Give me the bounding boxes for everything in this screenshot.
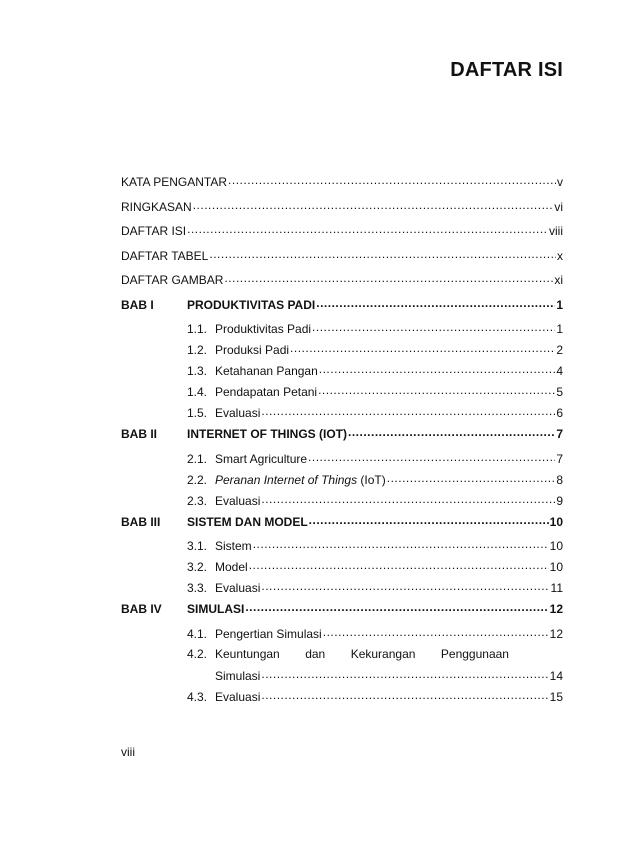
entry-label: DAFTAR TABEL bbox=[121, 248, 209, 263]
section-label-rest: (IoT) bbox=[357, 472, 386, 487]
chapter-number: BAB IV bbox=[121, 602, 162, 616]
entry-page: 10 bbox=[549, 539, 563, 553]
dot-leader bbox=[187, 223, 548, 235]
dot-leader bbox=[253, 538, 549, 550]
section-label: Smart Agriculture bbox=[215, 451, 308, 466]
section-number: 2.2. bbox=[187, 472, 208, 487]
section-number: 1.3. bbox=[187, 364, 208, 378]
dot-leader bbox=[387, 472, 556, 484]
entry-label: KATA PENGANTAR bbox=[121, 175, 228, 189]
entry-page: 7 bbox=[556, 451, 563, 466]
toc-section-2-2[interactable] bbox=[121, 472, 563, 493]
toc-section-4-3[interactable] bbox=[121, 689, 563, 710]
table-of-contents bbox=[121, 174, 563, 710]
toc-chapter-bab-1[interactable] bbox=[121, 297, 563, 322]
page-title: DAFTAR ISI bbox=[450, 59, 563, 81]
section-number: 3.1. bbox=[187, 539, 208, 553]
toc-entry-daftar-isi[interactable] bbox=[121, 223, 563, 248]
section-label bbox=[215, 473, 386, 487]
section-number: 1.2. bbox=[187, 343, 208, 357]
dot-leader bbox=[261, 580, 549, 592]
dot-leader bbox=[261, 405, 555, 417]
entry-page: vi bbox=[554, 199, 563, 214]
section-label bbox=[215, 647, 509, 661]
chapter-number: BAB II bbox=[121, 427, 157, 441]
toc-section-1-4[interactable] bbox=[121, 384, 563, 405]
dot-leader bbox=[308, 451, 555, 463]
entry-page: 7 bbox=[556, 427, 563, 441]
dot-leader bbox=[290, 342, 555, 354]
entry-page: xi bbox=[554, 273, 563, 287]
entry-page: 1 bbox=[556, 322, 563, 336]
section-label: Evaluasi bbox=[215, 581, 261, 595]
toc-chapter-bab-2[interactable] bbox=[121, 426, 563, 451]
section-number: 4.3. bbox=[187, 689, 208, 704]
label-word: Penggunaan bbox=[440, 646, 509, 661]
section-label: Produktivitas Padi bbox=[215, 322, 312, 336]
section-label: Ketahanan Pangan bbox=[215, 364, 318, 378]
entry-page: 4 bbox=[556, 364, 563, 378]
toc-entry-daftar-gambar[interactable] bbox=[121, 272, 563, 297]
entry-label: DAFTAR GAMBAR bbox=[121, 273, 224, 287]
dot-leader bbox=[193, 199, 554, 211]
section-label: Produksi Padi bbox=[215, 343, 290, 357]
section-number: 2.1. bbox=[187, 451, 208, 466]
section-number: 2.3. bbox=[187, 493, 208, 508]
entry-page: 11 bbox=[550, 581, 563, 595]
dot-leader bbox=[348, 426, 555, 438]
entry-page: 6 bbox=[556, 406, 563, 420]
section-label: Model bbox=[215, 560, 248, 574]
entry-page: 1 bbox=[556, 297, 563, 312]
entry-page: 9 bbox=[556, 493, 563, 508]
chapter-number: BAB I bbox=[121, 297, 154, 312]
dot-leader bbox=[249, 559, 549, 571]
section-number: 1.4. bbox=[187, 385, 208, 399]
entry-page: 12 bbox=[549, 626, 563, 641]
entry-label: RINGKASAN bbox=[121, 199, 192, 214]
entry-page: 12 bbox=[549, 602, 563, 616]
toc-section-1-1[interactable] bbox=[121, 321, 563, 342]
section-label: Pengertian Simulasi bbox=[215, 626, 322, 641]
entry-page: 5 bbox=[556, 385, 563, 399]
dot-leader bbox=[309, 514, 549, 526]
section-number: 3.2. bbox=[187, 560, 208, 574]
toc-section-4-2[interactable] bbox=[121, 647, 563, 689]
toc-entry-kata-pengantar[interactable] bbox=[121, 174, 563, 199]
chapter-number: BAB III bbox=[121, 514, 161, 529]
entry-page: 10 bbox=[549, 514, 563, 529]
section-number: 4.1. bbox=[187, 626, 208, 641]
toc-section-1-5[interactable] bbox=[121, 405, 563, 426]
dot-leader bbox=[261, 689, 548, 701]
chapter-title: SIMULASI bbox=[187, 602, 245, 616]
label-word: Kekurangan bbox=[350, 646, 416, 661]
section-number: 3.3. bbox=[187, 581, 208, 595]
toc-section-2-3[interactable] bbox=[121, 493, 563, 514]
chapter-title: INTERNET OF THINGS (IOT) bbox=[187, 427, 347, 441]
dot-leader bbox=[245, 601, 548, 613]
entry-page: 15 bbox=[549, 689, 563, 704]
toc-entry-ringkasan[interactable] bbox=[121, 199, 563, 224]
section-label: Evaluasi bbox=[215, 689, 261, 704]
section-label: Sistem bbox=[215, 539, 252, 553]
section-number: 1.1. bbox=[187, 322, 208, 336]
toc-section-1-2[interactable] bbox=[121, 342, 563, 363]
chapter-title: PRODUKTIVITAS PADI bbox=[187, 297, 316, 312]
toc-section-3-3[interactable] bbox=[121, 580, 563, 601]
toc-chapter-bab-4[interactable] bbox=[121, 601, 563, 626]
dot-leader bbox=[318, 384, 555, 396]
entry-label: DAFTAR ISI bbox=[121, 224, 187, 238]
toc-entry-daftar-tabel[interactable] bbox=[121, 248, 563, 273]
dot-leader bbox=[261, 668, 548, 680]
dot-leader bbox=[312, 321, 555, 333]
section-label: Pendapatan Petani bbox=[215, 385, 318, 399]
section-number: 4.2. bbox=[187, 646, 208, 661]
chapter-title: SISTEM DAN MODEL bbox=[187, 514, 308, 529]
toc-section-3-2[interactable] bbox=[121, 559, 563, 580]
entry-page: 8 bbox=[556, 472, 563, 487]
section-label-italic: Peranan Internet of Things bbox=[215, 472, 358, 487]
entry-page: viii bbox=[549, 224, 563, 238]
section-label: Evaluasi bbox=[215, 493, 261, 508]
entry-page: 14 bbox=[549, 668, 563, 683]
section-number: 1.5. bbox=[187, 406, 208, 420]
toc-chapter-bab-3[interactable] bbox=[121, 514, 563, 539]
dot-leader bbox=[323, 626, 549, 638]
entry-page: 2 bbox=[556, 343, 563, 357]
toc-section-2-1[interactable] bbox=[121, 451, 563, 472]
dot-leader bbox=[316, 297, 555, 309]
dot-leader bbox=[261, 493, 555, 505]
entry-page: x bbox=[557, 248, 563, 263]
label-word: dan bbox=[305, 646, 326, 661]
footer-page-number: viii bbox=[121, 745, 135, 759]
toc-section-4-1[interactable] bbox=[121, 626, 563, 647]
dot-leader bbox=[228, 174, 556, 186]
dot-leader bbox=[224, 272, 553, 284]
section-label-continued: Simulasi bbox=[215, 668, 261, 683]
entry-page: v bbox=[557, 175, 563, 189]
label-word: Keuntungan bbox=[215, 646, 280, 661]
toc-section-1-3[interactable] bbox=[121, 363, 563, 384]
dot-leader bbox=[319, 363, 556, 375]
toc-section-3-1[interactable] bbox=[121, 538, 563, 559]
section-label: Evaluasi bbox=[215, 406, 261, 420]
dot-leader bbox=[209, 248, 556, 260]
entry-page: 10 bbox=[549, 560, 563, 574]
